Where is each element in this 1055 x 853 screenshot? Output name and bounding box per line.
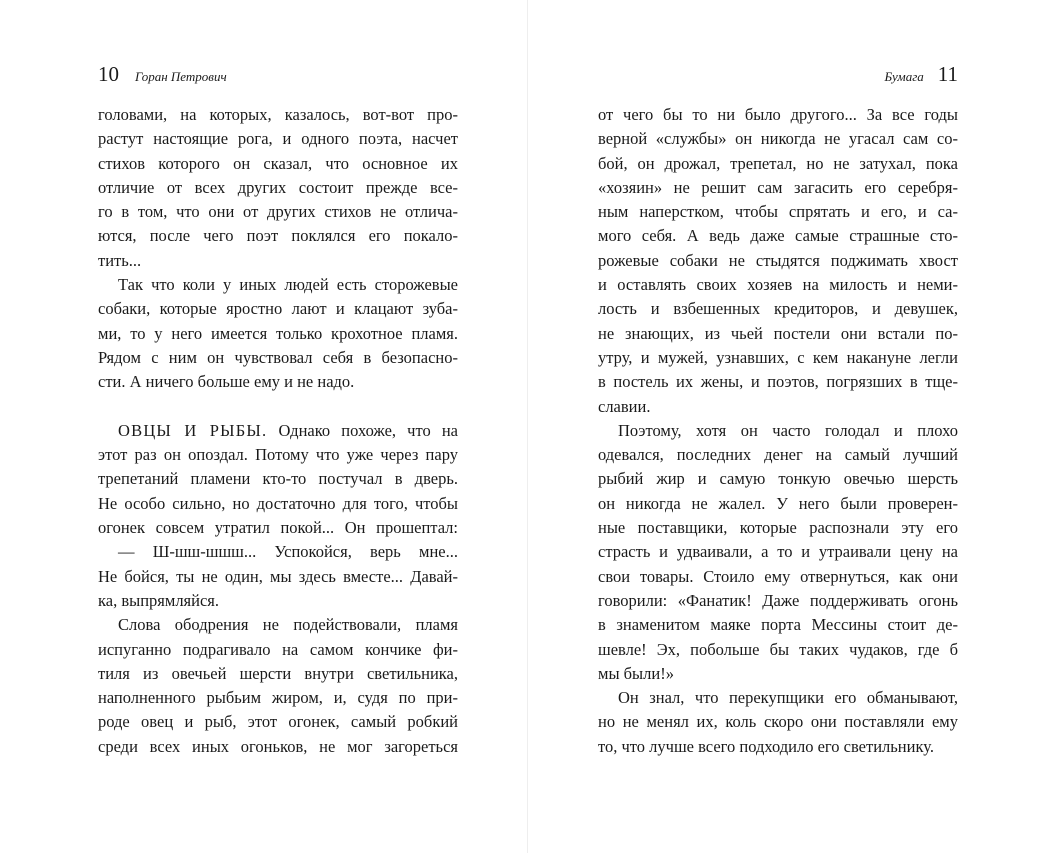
text-line: собаки, которые яростно лают и клацают зуба- [98, 299, 458, 319]
text-line: растут настоящие рога, и одного поэта, насчет [98, 129, 458, 149]
text-line: в постель их жены, и поэтов, погрязших в тще- [598, 372, 958, 392]
section-heading-rest: Однако похоже, что на [267, 420, 458, 440]
text-line: лость и взбешенных кредиторов, и девушек, [598, 299, 958, 319]
text-line: среди всех иных огоньков, не мог загореться [98, 736, 458, 756]
text-line: Не особо сильно, но достаточно для того, чтобы [98, 493, 458, 513]
right-running-head [598, 62, 958, 88]
text-line: мы были!» [598, 663, 674, 683]
text-line: страсть и удваивали, а то и утраивали цену на [598, 542, 958, 562]
text-line: этот раз он опоздал. Потому что уже через пару [98, 445, 458, 465]
text-line: утру, и мужей, узнавших, с кем накануне легли [598, 347, 958, 367]
text-line: стихов которого он сказал, что основное их [98, 153, 458, 173]
text-line: Слова ободрения не подействовали, пламя [118, 615, 458, 635]
text-line: Поэтому, хотя он часто голодал и плохо [618, 420, 958, 440]
text-line: «хозяин» не решит сам загасить его серебря- [598, 177, 958, 197]
text-line: но не менял их, коль скоро они поставляли ему [598, 712, 958, 732]
text-line: он никогда не жалел. У него были проверен- [598, 493, 958, 513]
text-line: одевался, последних денег на самый лучший [598, 445, 958, 465]
left-page-number: 10 [98, 62, 119, 86]
text-line: мого себя. А ведь даже самые страшные сто- [598, 226, 958, 246]
text-line: Рядом с ним он чувствовал себя в безопасно- [98, 347, 458, 367]
text-line: верной «службы» он никогда не угасал сам со- [598, 129, 958, 149]
spread-gutter [527, 0, 528, 853]
left-page [98, 0, 458, 853]
text-line: Он знал, что перекупщики его обманывают, [618, 688, 958, 708]
text-line: не знающих, из чьей постели они встали по- [598, 323, 958, 343]
text-line: трепетаний пламени кто-то постучал в дверь. [98, 469, 458, 489]
text-line: тить... [98, 250, 142, 270]
text-line: го в том, что они от других стихов не отлича- [98, 202, 458, 222]
section-caps: ОВЦЫ И РЫБЫ. [118, 420, 268, 440]
text-line: и оставлять своих хозяев на милость и неми- [598, 275, 958, 295]
left-running-head [98, 62, 458, 88]
text-line: славии. [598, 396, 651, 416]
left-running-title: Горан Петрович [135, 69, 227, 84]
section-break [98, 395, 458, 419]
text-line: ка, выпрямляйся. [98, 590, 220, 610]
text-line: — Ш-шш-шшш... Успокойся, верь мне... [118, 542, 458, 562]
text-line: Не бойся, ты не один, мы здесь вместе... Давай- [98, 566, 458, 586]
section-heading-line [98, 419, 458, 443]
text-line: головами, на которых, казалось, вот-вот про- [98, 105, 458, 124]
text-line: рыбий жир и самую тонкую овечью шерсть [598, 469, 958, 489]
text-line: бой, он дрожал, трепетал, но не затухал, пока [598, 153, 958, 173]
text-line: тиля из овечьей шерсти внутри светильника, [98, 663, 458, 683]
text-line: ные поставщики, которые распознали эту его [598, 518, 958, 538]
right-running-title: Бумага [884, 69, 924, 84]
text-line: ются, после чего поэт поклялся его покало- [98, 226, 458, 246]
text-line: говорили: «Фанатик! Даже поддерживать огонь [598, 590, 958, 610]
text-line: свои товары. Стоило ему отвернуться, как они [598, 566, 958, 586]
right-page-number: 11 [937, 62, 958, 86]
right-body-text [598, 103, 958, 759]
text-line: ми, то у него имеется только крохотное пламя. [98, 323, 458, 343]
text-line: в знаменитом маяке порта Мессины стоит де- [598, 615, 958, 635]
text-line: шевле! Эх, побольше бы таких чудаков, где б [598, 639, 958, 659]
text-line: отличие от всех других состоит прежде все- [98, 177, 458, 197]
text-line: Так что коли у иных людей есть сторожевые [118, 275, 458, 295]
left-body-text [98, 103, 458, 759]
text-line: огонек совсем утратил покой... Он прошептал: [98, 518, 458, 538]
right-page [598, 0, 958, 853]
text-line: испуганно подрагивало на самом кончике фи- [98, 639, 458, 659]
text-line: рожевые собаки не стыдятся поджимать хвост [598, 250, 958, 270]
text-line: от чего бы то ни было другого... За все годы [598, 105, 958, 124]
text-line: роде овец и рыб, этот огонек, самый робкий [98, 712, 458, 732]
text-line: сти. А ничего больше ему и не надо. [98, 372, 355, 392]
text-line: то, что лучше всего подходило его светильнику. [598, 736, 934, 756]
text-line: ным наперстком, чтобы спрятать и его, и са- [598, 202, 958, 222]
text-line: наполненного рыбьим жиром, и, судя по при- [98, 688, 458, 708]
